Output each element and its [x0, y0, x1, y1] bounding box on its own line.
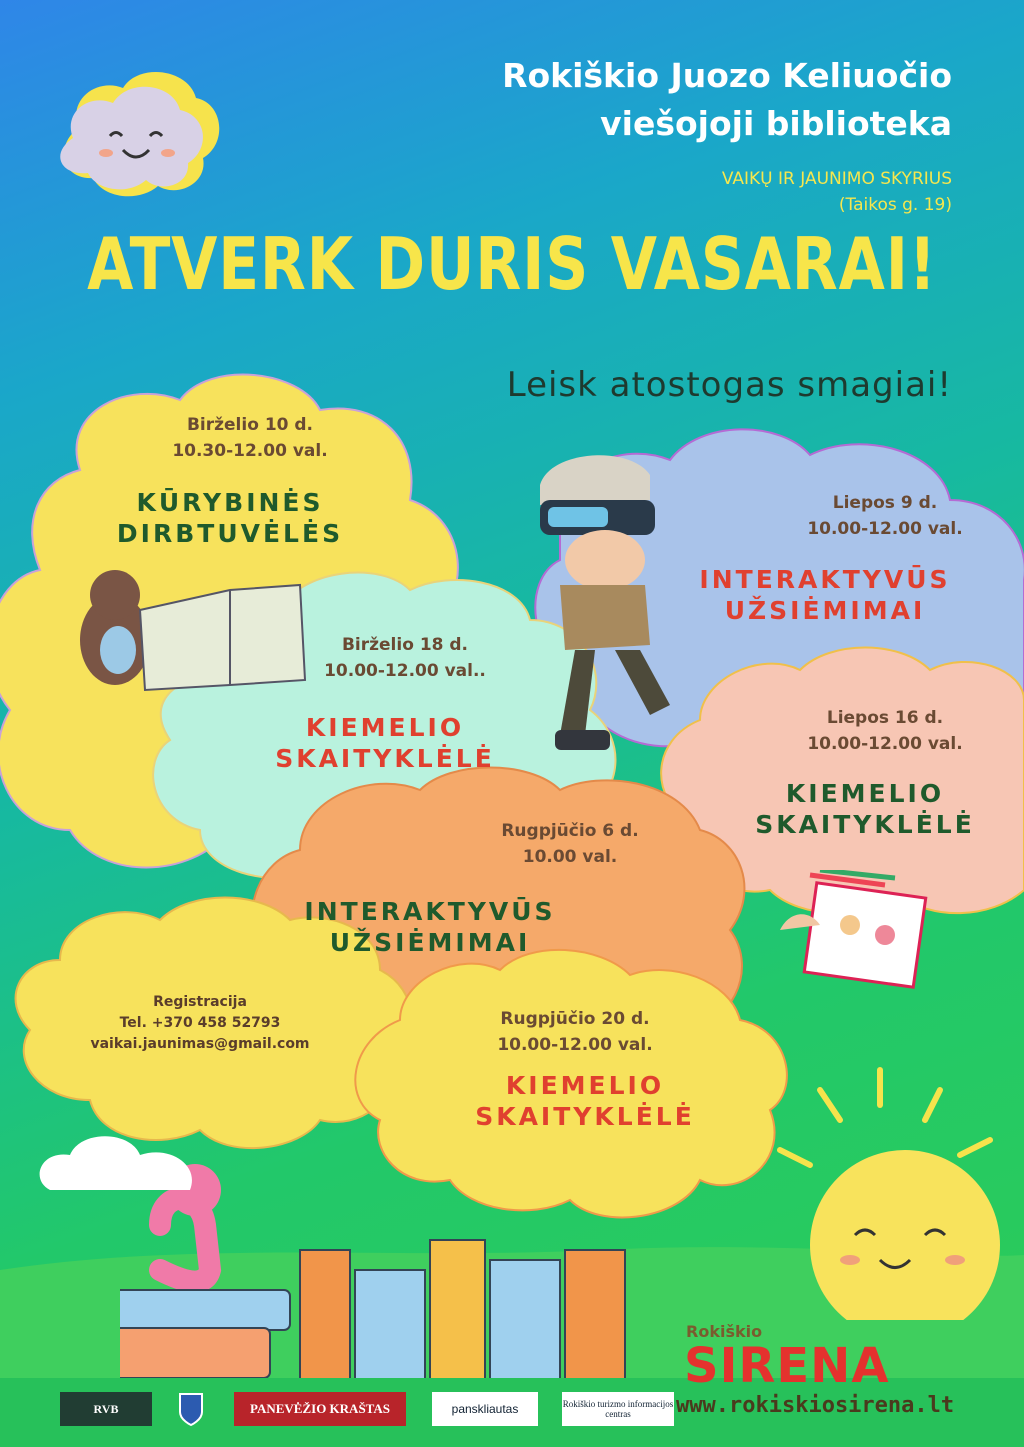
books-worm-icon	[120, 1150, 740, 1380]
event-time: 10.30-12.00 val.	[172, 441, 328, 461]
event-title-5	[280, 896, 580, 958]
department-label: VAIKŲ IR JAUNIMO SKYRIUS	[721, 169, 952, 189]
event-title-line: INTERAKTYVŪS	[699, 565, 951, 594]
event-date: Birželio 10 d.	[186, 415, 314, 435]
kid-vr-headset-icon	[520, 445, 680, 765]
sponsor-panevezio-krastas-logo	[234, 1392, 406, 1426]
event-title-6	[440, 1070, 730, 1132]
event-title-line: INTERAKTYVŪS	[304, 897, 556, 926]
event-title-line: DIRBTUVĖLĖS	[116, 519, 344, 548]
sponsor-label: PANEVĖŽIO KRAŠTAS	[249, 1401, 391, 1416]
drawing-pencils-icon	[770, 870, 930, 1010]
event-card-1	[120, 412, 380, 464]
event-time: 10.00-12.00 val..	[324, 661, 486, 681]
event-title-line: KIEMELIO	[305, 713, 465, 742]
event-title-line: KIEMELIO	[785, 779, 945, 808]
event-time: 10.00 val.	[522, 847, 618, 867]
event-title-line: SKAITYKLĖLĖ	[275, 744, 495, 773]
registration-label: Registracija	[153, 994, 247, 1010]
library-line-2: viešojoji biblioteka	[600, 104, 952, 143]
sponsor-rvb-logo	[60, 1392, 152, 1426]
event-title-4	[730, 778, 1000, 840]
event-date: Liepos 9 d.	[832, 493, 938, 513]
sponsor-label: panskliautas	[451, 1402, 519, 1416]
event-time: 10.00-12.00 val.	[807, 519, 963, 539]
tagline: Leisk atostogas smagiai!	[506, 365, 952, 405]
event-date: Birželio 18 d.	[341, 635, 469, 655]
smiling-sun-icon	[760, 1060, 1020, 1320]
teddy-bear-book-icon	[60, 570, 310, 700]
event-card-6	[445, 1006, 705, 1058]
event-title-1	[90, 487, 370, 549]
event-date: Rugpjūčio 20 d.	[500, 1009, 650, 1029]
event-card-5	[440, 818, 700, 870]
event-title-line: KIEMELIO	[505, 1071, 665, 1100]
sponsor-panskliautas-logo	[432, 1392, 538, 1426]
department-info	[722, 166, 952, 218]
library-name	[502, 52, 952, 148]
event-title-line: SKAITYKLĖLĖ	[475, 1102, 695, 1131]
event-card-4	[760, 705, 1010, 757]
registration-info	[55, 992, 345, 1055]
event-time: 10.00-12.00 val.	[807, 734, 963, 754]
library-line-1: Rokiškio Juozo Keliuočio	[502, 56, 952, 95]
smiling-cloud-icon	[48, 58, 223, 198]
event-title-3	[680, 564, 970, 626]
event-title-line: KŪRYBINĖS	[136, 488, 324, 517]
event-title-line: SKAITYKLĖLĖ	[755, 810, 975, 839]
coat-of-arms-icon	[178, 1392, 204, 1426]
event-title-line: UŽSIĖMIMAI	[724, 596, 926, 625]
event-card-3	[760, 490, 1010, 542]
event-title-2	[240, 712, 530, 774]
sponsor-label: Rokiškio turizmo informacijos centras	[562, 1399, 674, 1419]
event-date: Liepos 16 d.	[826, 708, 944, 728]
address-label: (Taikos g. 19)	[838, 195, 952, 215]
registration-email: vaikai.jaunimas@gmail.com	[90, 1036, 310, 1052]
white-cloud-icon	[30, 1120, 210, 1210]
sponsor-label: RVB	[93, 1401, 119, 1416]
watermark-brand-small: Rokiškio	[686, 1322, 763, 1341]
event-date: Rugpjūčio 6 d.	[501, 821, 639, 841]
sponsor-tic-logo	[562, 1392, 674, 1426]
registration-phone: Tel. +370 458 52793	[119, 1015, 281, 1031]
watermark-url: www.rokiskiosirena.lt	[676, 1393, 955, 1418]
event-card-2	[275, 632, 535, 684]
watermark-brand-big: SIRENA	[684, 1338, 890, 1394]
event-time: 10.00-12.00 val.	[497, 1035, 653, 1055]
headline: ATVERK DURIS VASARAI!	[87, 222, 937, 306]
event-title-line: UŽSIĖMIMAI	[329, 928, 531, 957]
